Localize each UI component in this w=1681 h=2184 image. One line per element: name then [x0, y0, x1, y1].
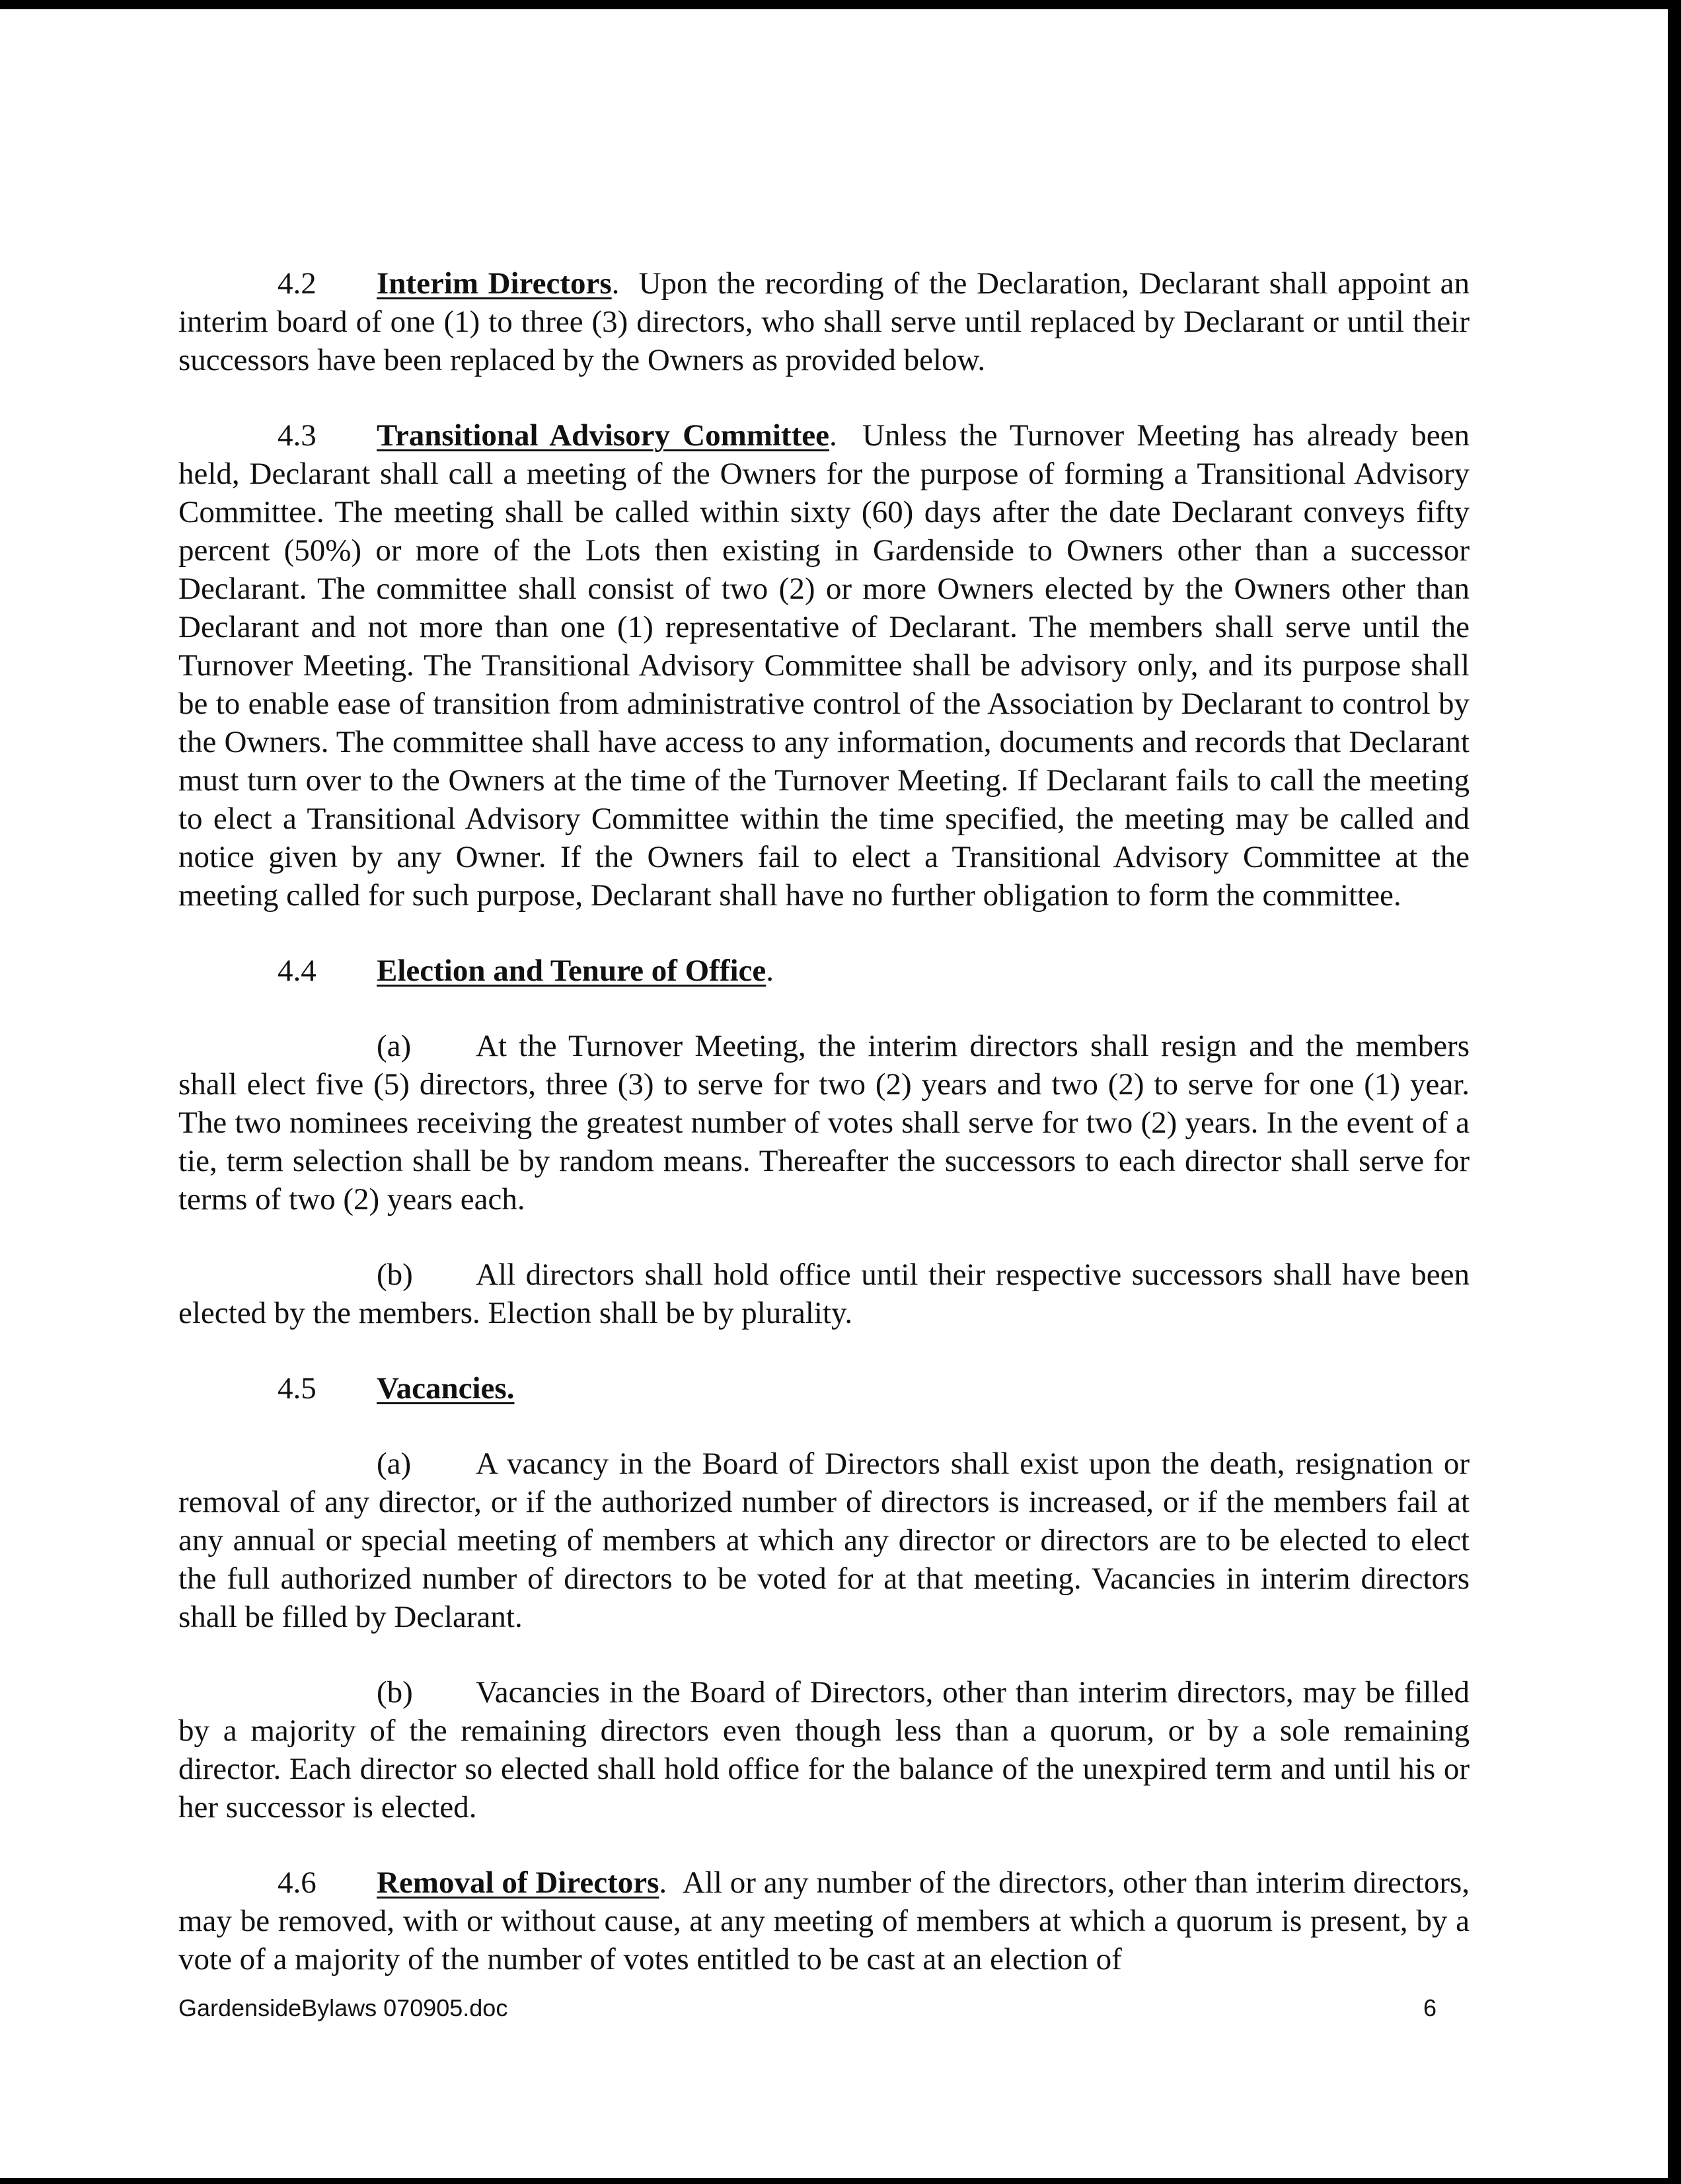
footer-page-number: 6	[1423, 1994, 1437, 2021]
section-4-5-a	[178, 1445, 1470, 1636]
subsection-letter: (a)	[377, 1029, 412, 1063]
subsection-letter: (b)	[377, 1675, 413, 1710]
scan-edge-top	[0, 0, 1681, 9]
section-4-5-b	[178, 1673, 1470, 1826]
subsection-text: Vacancies in the Board of Directors, other than interim directors, may be filled by a majority of the remaining directors even though less than a quorum, or by a sole remaining director. Each director so elected shall hold office for the balance of the unexpired term and until his or her successor is elected.	[178, 1675, 1470, 1825]
section-number: 4.4	[278, 954, 317, 988]
document-body	[178, 264, 1470, 1978]
footer-filename: GardensideBylaws 070905.doc	[178, 1994, 508, 2021]
section-4-5	[178, 1369, 1470, 1408]
subsection-text: All directors shall hold office until their respective successors shall have been elected by the members. Election shall be by plurality.	[178, 1258, 1470, 1330]
section-number: 4.6	[278, 1865, 317, 1900]
section-heading: Interim Directors	[377, 266, 612, 301]
section-heading: Transitional Advisory Committee	[377, 418, 829, 453]
section-number: 4.3	[278, 418, 317, 453]
subsection-text: At the Turnover Meeting, the interim directors shall resign and the members shall elect five (5) directors, three (3) to serve for two (2) years and two (2) to serve for one (1) year. The two nominees receiving the greatest number of votes shall serve for two (2) years. In the event of a tie, term selection shall be by random means. Thereafter the successors to each director shall serve for terms of two (2) years each.	[178, 1029, 1470, 1217]
heading-punctuation: .	[659, 1865, 667, 1900]
scan-edge-right	[1668, 0, 1681, 2184]
section-number: 4.2	[278, 266, 317, 301]
section-4-6	[178, 1864, 1470, 1978]
section-number: 4.5	[278, 1371, 317, 1406]
section-text: All or any number of the directors, other than interim directors, may be removed, with or without cause, at any meeting of members at which a quorum is present, by a vote of a majority of the number of votes entitled to be cast at an election of	[178, 1865, 1470, 1977]
subsection-letter: (b)	[377, 1258, 413, 1292]
heading-punctuation: .	[766, 954, 774, 988]
scan-edge-bottom	[0, 2178, 1681, 2184]
section-4-2	[178, 264, 1470, 379]
subsection-letter: (a)	[377, 1447, 412, 1481]
section-text: Upon the recording of the Declaration, Declarant shall appoint an interim board of one (1) to three (3) directors, who shall serve until replaced by Declarant or until their successors have been replaced by the Owners as provided below.	[178, 266, 1470, 377]
section-4-4-a	[178, 1027, 1470, 1219]
section-text: Unless the Turnover Meeting has already been held, Declarant shall call a meeting of the Owners for the purpose of forming a Transitional Advisory Committee. The meeting shall be called within sixty (60) days after the date Declarant conveys fifty percent (50%) or more of the Lots then existing in Gardenside to Owners other than a successor Declarant. The committee shall consist of two (2) or more Owners elected by the Owners other than Declarant and not more than one (1) representative of Declarant. The members shall serve until the Turnover Meeting. The Transitional Advisory Committee shall be advisory only, and its purpose shall be to enable ease of transition from administrative control of the Association by Declarant to control by the Owners. The committee shall have access to any information, documents and records that Declarant must turn over to the Owners at the time of the Turnover Meeting. If Declarant fails to call the meeting to elect a Transitional Advisory Committee within the time specified, the meeting may be called and notice given by any Owner. If the Owners fail to elect a Transitional Advisory Committee at the meeting called for such purpose, Declarant shall have no further obligation to form the committee.	[178, 418, 1470, 913]
section-heading: Vacancies.	[377, 1371, 515, 1406]
subsection-text: A vacancy in the Board of Directors shall exist upon the death, resignation or removal of any director, or if the authorized number of directors is increased, or if the members fail at any annual or special meeting of members at which any director or directors are to be elected to elect the full authorized number of directors to be voted for at that meeting. Vacancies in interim directors shall be filled by Declarant.	[178, 1447, 1470, 1634]
section-4-4-b	[178, 1256, 1470, 1332]
section-heading: Election and Tenure of Office	[377, 954, 766, 988]
section-4-4	[178, 952, 1470, 990]
section-heading: Removal of Directors	[377, 1865, 659, 1900]
heading-punctuation: .	[829, 418, 837, 453]
heading-punctuation: .	[611, 266, 620, 301]
section-4-3	[178, 416, 1470, 915]
